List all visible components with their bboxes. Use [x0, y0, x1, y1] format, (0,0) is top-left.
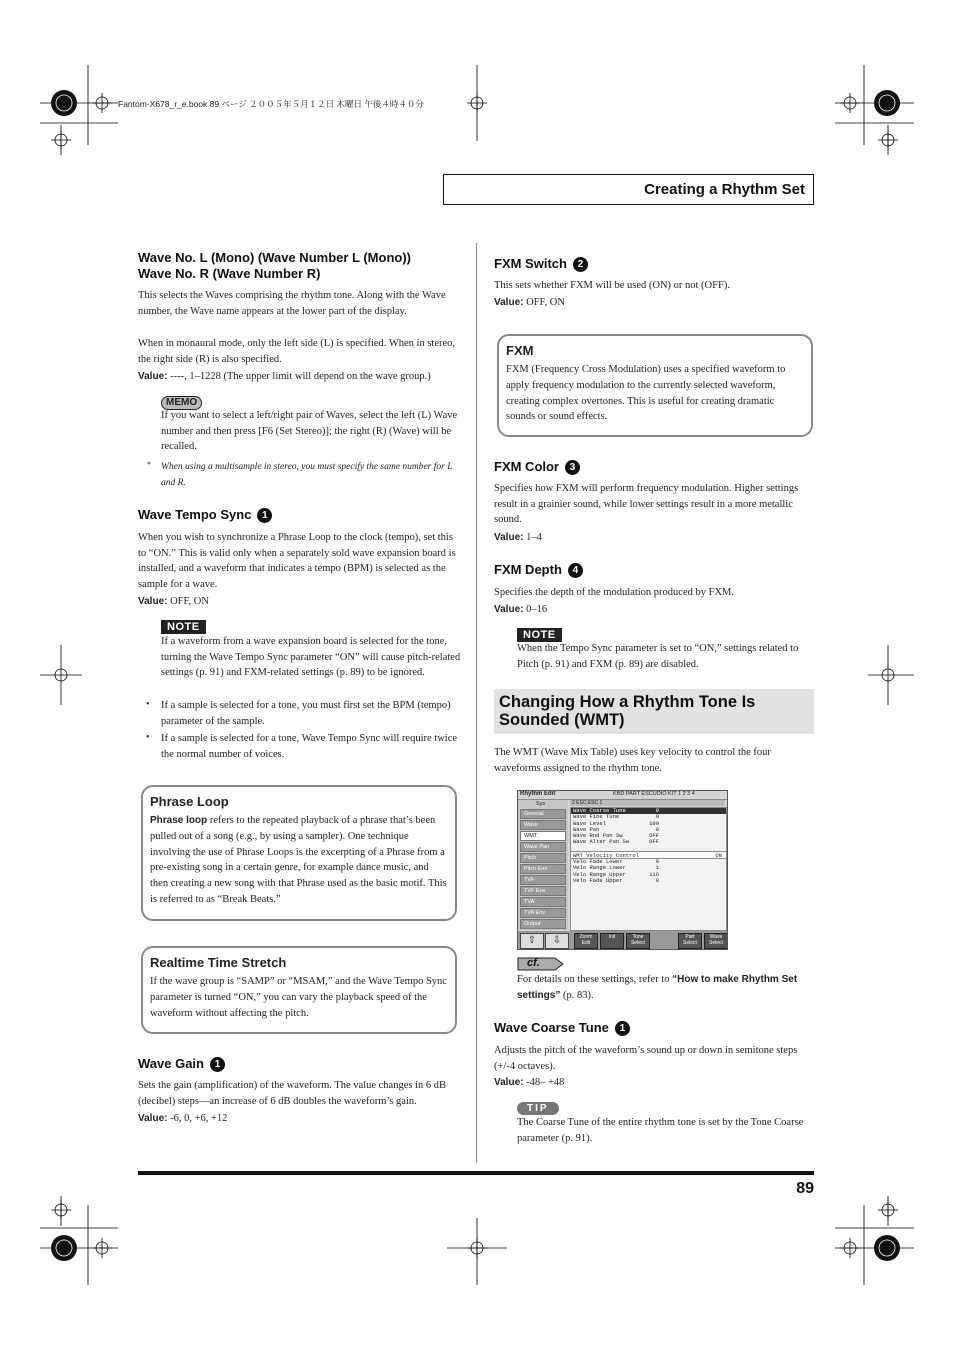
number-1-icon: 1 — [257, 508, 272, 523]
section-title: Creating a Rhythm Set — [644, 181, 805, 198]
memo-text: If you want to select a left/right pair of Waves, select the left (L) Wave number and then press [F6 (Set Stereo)]; the right (R) (Wave) will be recalled. — [161, 410, 458, 453]
wave-no-desc2: When in monaural mode, only the left side (L) is specified. When in stereo, the right side (R) is also specified. — [138, 338, 456, 365]
wave-no-value: Value: ----, 1–1228 (The upper limit will depend on the wave group.) — [138, 371, 431, 382]
bullet-icon: • — [146, 699, 150, 710]
fxm-color-heading: FXM Color 3 — [494, 459, 580, 475]
screen-function-button: Wave Select — [704, 933, 728, 949]
screen-sidebar-item: TVF — [520, 875, 566, 885]
wave-gain-value: Value: -6, 0, +6, +12 — [138, 1113, 228, 1124]
cf-badge: cf. — [517, 957, 565, 976]
screen-toolbar: 2 ESC.ESC 1 — [570, 800, 725, 806]
fxm-depth-heading: FXM Depth 4 — [494, 562, 583, 578]
bullet-1: If a sample is selected for a tone, you must first set the BPM (tempo) parameter of the sample. — [161, 700, 451, 727]
screen-param-row: Wave Alter Pan Sw OFF — [573, 839, 659, 846]
screen-param-row: Velo Range Upper 116 — [573, 871, 659, 878]
footer-rule — [138, 1171, 814, 1175]
bullet-icon: • — [146, 732, 150, 743]
up-arrow-icon: ⇧ — [520, 933, 544, 949]
rhythm-edit-screenshot — [517, 790, 728, 950]
phrase-loop-title: Phrase Loop — [150, 794, 229, 809]
note-badge: NOTE — [161, 617, 206, 635]
fxm-switch-heading: FXM Switch 2 — [494, 256, 588, 272]
screen-sidebar-item: WMT — [520, 831, 566, 841]
coarse-desc: Adjusts the pitch of the waveform’s sound up or down in semitone steps (+/-4 octaves). — [494, 1045, 798, 1072]
number-3-icon: 3 — [565, 460, 580, 475]
screen-param-row: Velo Range Lower 1 — [573, 865, 659, 872]
screen-param-row: Velo Fade Lower 0 — [573, 859, 659, 865]
phrase-loop-text: Phrase loop refers to the repeated playback of a phrase that’s been pulled out of a song (e.g., by using a sampler). One technique involving the use of Phrase Loops is the excerpting of a Phrase from a pre-existing song in a certain genre, for example dance music, and then creating a new song with that Phrase used as the basic motif. This is referred to as “Break Beats.” — [150, 815, 447, 905]
fxm-color-desc: Specifies how FXM will perform frequency modulation. Higher settings result in a grainier sound, while lower settings result in a more metallic sound. — [494, 483, 799, 526]
screen-function-button: Part Select — [678, 933, 702, 949]
number-4-icon: 4 — [568, 563, 583, 578]
screen-param-row: Wave Pan 0 — [573, 826, 659, 833]
screen-sidebar-item: TVF Env — [520, 886, 566, 896]
section-title-box — [443, 174, 814, 205]
realtime-title: Realtime Time Stretch — [150, 955, 287, 970]
screen-sidebar-item: Wave Pan — [520, 842, 566, 852]
wave-no-heading: Wave No. L (Mono) (Wave Number L (Mono)) Wave No. R (Wave Number R) — [138, 250, 411, 281]
fxm-color-value: Value: 1–4 — [494, 532, 542, 543]
coarse-heading: Wave Coarse Tune 1 — [494, 1020, 630, 1036]
tempo-sync-value: Value: OFF, ON — [138, 596, 209, 607]
phrase-loop-box — [141, 785, 457, 921]
screen-param-row: Wave Coarse Tune 0 — [571, 808, 726, 814]
tempo-sync-heading: Wave Tempo Sync 1 — [138, 507, 272, 523]
wave-no-desc: This selects the Waves comprising the rhythm tone. Along with the Wave number, the Wave name appears at the lower part of the display. — [138, 290, 446, 317]
fxm-box — [497, 334, 813, 437]
bullet-2: If a sample is selected for a tone, Wave Tempo Sync will require twice the normal number of voices. — [161, 733, 458, 760]
screen-titlebar: Rhythm Edit KBD PART ESCUDIO KIT 1 2 3 4 — [518, 791, 727, 800]
wave-gain-desc: Sets the gain (amplification) of the waveform. The value changes in 6 dB (decibel) steps—an increase of 6 dB doubles the waveform’s gain. — [138, 1080, 447, 1107]
screen-sidebar-item: Output — [520, 919, 566, 929]
tip-badge: TIP — [517, 1098, 559, 1116]
star-note: When using a multisample in stereo, you must specify the same number for L and R. — [161, 462, 453, 488]
fxm-box-title: FXM — [506, 343, 534, 358]
fxm-box-text: FXM (Frequency Cross Modulation) uses a specified waveform to apply frequency modulation to the currently selected waveform, creating complex overtones. This is useful for creating dramatic sounds or sound effects. — [506, 364, 786, 423]
screen-sidebar-item: General — [520, 809, 566, 819]
note-badge: NOTE — [517, 625, 562, 643]
realtime-box — [141, 946, 457, 1034]
star-mark: * — [147, 460, 151, 469]
screen-param-list: Wave Coarse Tune 0 Wave Fine Tune 0 Wave Level 100 Wave Pan 0 Wave Rnd Pan Sw OFF Wave Alter Pan Sw OFF WMT Velocity Control ON Velo Fade Lower 0 Velo Range Lower 1 Velo Range Upper 116 Velo Fade Upper 0 — [570, 807, 727, 931]
column-divider — [476, 243, 477, 1163]
screen-sidebar-item: TVA Env — [520, 908, 566, 918]
number-2-icon: 2 — [573, 257, 588, 272]
screen-sidebar-item: Pitch — [520, 853, 566, 863]
screen-sidebar-item: Pitch Env — [520, 864, 566, 874]
screen-param-row: Velo Fade Upper 0 — [573, 877, 659, 884]
number-1-icon: 1 — [615, 1021, 630, 1036]
tempo-sync-desc: When you wish to synchronize a Phrase Loop to the clock (tempo), set this to “ON.” This is valid only when a separately sold wave expansion board is installed, and a waveform that indicates a tempo (BPM) is selected as the sample for a wave. — [138, 532, 456, 590]
fxm-switch-value: Value: OFF, ON — [494, 297, 565, 308]
down-arrow-icon: ⇩ — [545, 933, 569, 949]
file-info: Fantom-X678_r_e.book 89 ページ ２００５年５月１２日 木曜日 午後４時４０分 — [118, 99, 424, 109]
section-heading-box — [494, 689, 814, 734]
screen-function-button: Tone Select — [626, 933, 650, 949]
note-text: When the Tempo Sync parameter is set to “ON,” settings related to Pitch (p. 91) and FXM (p. 89) are disabled. — [517, 643, 799, 670]
screen-sidebar-item: TVA — [520, 897, 566, 907]
fxm-depth-value: Value: 0–16 — [494, 604, 548, 615]
wave-gain-heading: Wave Gain 1 — [138, 1056, 225, 1072]
screen-param-row: Wave Rnd Pan Sw OFF — [573, 833, 659, 840]
cf-arrow-icon — [517, 957, 565, 971]
screen-function-button: Init — [600, 933, 624, 949]
realtime-text: If the wave group is “SAMP” or “MSAM,” and the Wave Tempo Sync parameter is turned “ON,” you can vary the playback speed of the waveform without affecting the pitch. — [150, 976, 447, 1019]
screen-function-buttons — [518, 931, 727, 949]
screen-sidebar-item: Wave — [520, 820, 566, 830]
screen-sidebar: Sys General Wave WMT Wave Pan Pitch Pitch Env TVF TVF Env TVA TVA Env Output — [518, 800, 568, 930]
cf-text: For details on these settings, refer to “How to make Rhythm Set settings” (p. 83). — [517, 974, 798, 1001]
fxm-depth-desc: Specifies the depth of the modulation produced by FXM. — [494, 587, 734, 598]
note-text: If a waveform from a wave expansion board is selected for the tone, turning the Wave Tempo Sync parameter “ON” will cause pitch-related settings (p. 91) and FXM-related settings (p. 89) to be ignored. — [161, 636, 461, 679]
memo-badge: MEMO — [161, 392, 202, 410]
screen-param-row: Wave Level 100 — [573, 820, 659, 827]
number-1-icon: 1 — [210, 1057, 225, 1072]
coarse-value: Value: -48– +48 — [494, 1077, 565, 1088]
tip-text: The Coarse Tune of the entire rhythm tone is set by the Tone Coarse parameter (p. 91). — [517, 1117, 804, 1144]
screen-function-button: Zoom Edit — [574, 933, 598, 949]
changing-desc: The WMT (Wave Mix Table) uses key velocity to control the four waveforms assigned to the rhythm tone. — [494, 747, 771, 774]
page-number: 89 — [796, 1180, 814, 1197]
fxm-switch-desc: This sets whether FXM will be used (ON) or not (OFF). — [494, 280, 730, 291]
screen-param-row: Wave Fine Tune 0 — [573, 814, 659, 821]
changing-heading: Changing How a Rhythm Tone Is Sounded (WMT) — [499, 693, 756, 729]
